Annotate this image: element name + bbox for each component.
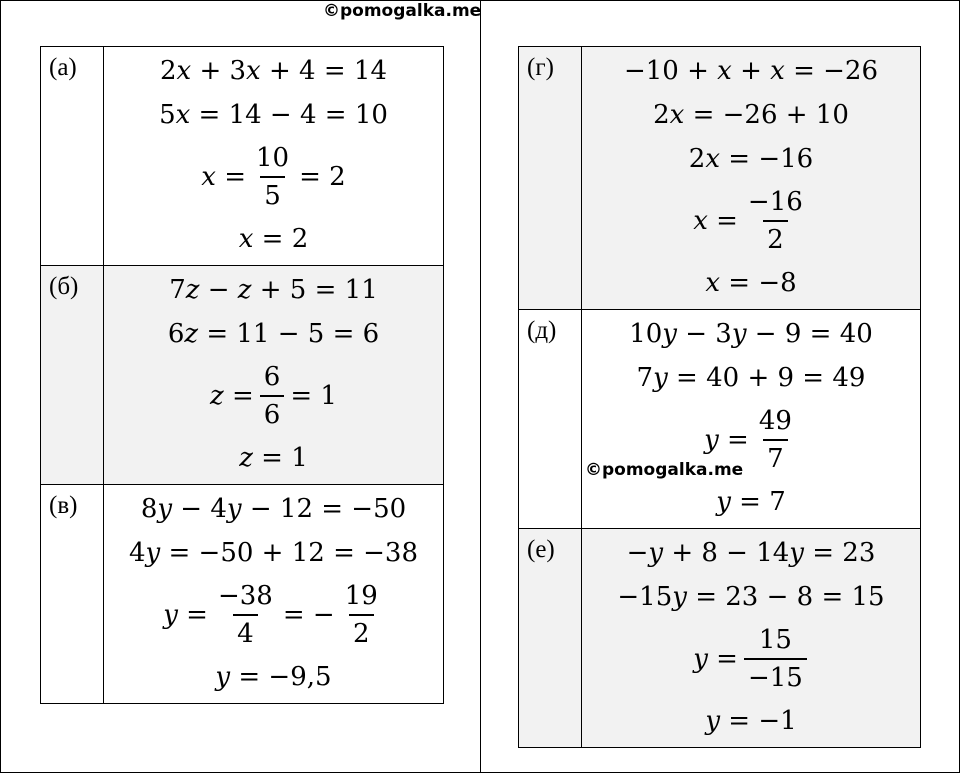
- equation-line: 8𝑦 − 4𝑦 − 12 = −50: [140, 494, 407, 524]
- equation-line: 𝑥 = −8: [705, 268, 797, 298]
- row-label: (б): [41, 266, 104, 485]
- row-label: (в): [41, 485, 104, 704]
- equation-cell: [104, 266, 444, 485]
- fraction: [744, 184, 807, 258]
- fraction-prefix: 𝑦 =: [693, 644, 738, 674]
- equation-line: −15𝑦 = 23 − 8 = 15: [617, 582, 885, 612]
- row-label: (д): [519, 310, 582, 529]
- fraction-line: [108, 137, 439, 217]
- numerator: −38: [217, 581, 273, 611]
- denominator: 2: [763, 220, 788, 258]
- equation-line: 10𝑦 − 3𝑦 − 9 = 40: [629, 319, 873, 349]
- equation-line: −𝑦 + 8 − 14𝑦 = 23: [626, 538, 876, 568]
- row-label: (г): [519, 47, 582, 310]
- equation-line: 𝑧 = 1: [239, 443, 308, 473]
- denominator: 2: [349, 614, 374, 652]
- equation-line: 7𝑧 − 𝑧 + 5 = 11: [169, 275, 378, 305]
- fraction: [260, 359, 285, 433]
- equation-cell: [582, 310, 921, 529]
- solution-row-d: [519, 310, 921, 529]
- solution-row-v: [41, 485, 444, 704]
- numerator: 49: [758, 406, 792, 436]
- column-divider: [480, 0, 481, 773]
- numerator: 6: [263, 362, 281, 392]
- fraction: [744, 622, 807, 696]
- fraction-prefix: 𝑥 =: [693, 206, 738, 236]
- equation-cell: [104, 485, 444, 704]
- equation-line: 𝑦 = −9,5: [215, 662, 332, 692]
- fraction-line: [108, 356, 439, 436]
- equation-cell: [582, 47, 921, 310]
- equation-line: −10 + 𝑥 + 𝑥 = −26: [623, 56, 878, 86]
- equation-cell: [582, 529, 921, 748]
- equation-line: 4𝑦 = −50 + 12 = −38: [129, 538, 418, 568]
- fraction-suffix: = 2: [299, 162, 346, 192]
- fraction-prefix: 𝑧 =: [210, 381, 254, 411]
- fraction-line: [586, 619, 916, 699]
- denominator: 4: [233, 614, 258, 652]
- fraction: [214, 578, 277, 652]
- numerator: −16: [747, 187, 803, 217]
- solutions-table-left: [40, 46, 444, 704]
- equation-cell: [104, 47, 444, 266]
- equation-line: 2𝑥 = −26 + 10: [653, 100, 849, 130]
- equation-line: 2𝑥 = −16: [688, 144, 814, 174]
- equation-line: 7𝑦 = 40 + 9 = 49: [636, 363, 866, 393]
- denominator: 6: [260, 395, 285, 433]
- fraction-suffix: = 1: [290, 381, 337, 411]
- equation-line: 2𝑥 + 3𝑥 + 4 = 14: [160, 56, 387, 86]
- equation-line: 5𝑥 = 14 − 4 = 10: [159, 100, 388, 130]
- solution-row-b: [41, 266, 444, 485]
- fraction: [341, 578, 382, 652]
- numerator: 10: [256, 143, 290, 173]
- equation-line: 𝑦 = 7: [716, 487, 786, 517]
- solution-row-a: [41, 47, 444, 266]
- fraction-prefix: 𝑦 =: [163, 600, 208, 630]
- denominator: −15: [744, 658, 807, 696]
- denominator: 7: [763, 439, 788, 477]
- equation-line: 6𝑧 = 11 − 5 = 6: [167, 319, 380, 349]
- watermark-top: ©pomogalka.me: [323, 1, 482, 21]
- denominator: 5: [260, 176, 285, 214]
- numerator: 15: [758, 625, 792, 655]
- fraction: [755, 403, 796, 477]
- fraction-prefix: 𝑥 =: [201, 162, 247, 192]
- equation-line: 𝑥 = 2: [238, 224, 309, 254]
- fraction-line: [108, 575, 439, 655]
- equation-line: 𝑦 = −1: [705, 706, 797, 736]
- row-label: (е): [519, 529, 582, 748]
- solution-row-g: [519, 47, 921, 310]
- fraction-prefix: 𝑦 =: [704, 425, 749, 455]
- numerator: 19: [344, 581, 378, 611]
- row-label: (а): [41, 47, 104, 266]
- fraction: [252, 140, 293, 214]
- solutions-table-right: [518, 46, 921, 748]
- watermark-middle: ©pomogalka.me: [585, 460, 744, 480]
- fraction-line: [586, 181, 916, 261]
- solution-row-e: [519, 529, 921, 748]
- fraction-middle: = −: [282, 600, 335, 630]
